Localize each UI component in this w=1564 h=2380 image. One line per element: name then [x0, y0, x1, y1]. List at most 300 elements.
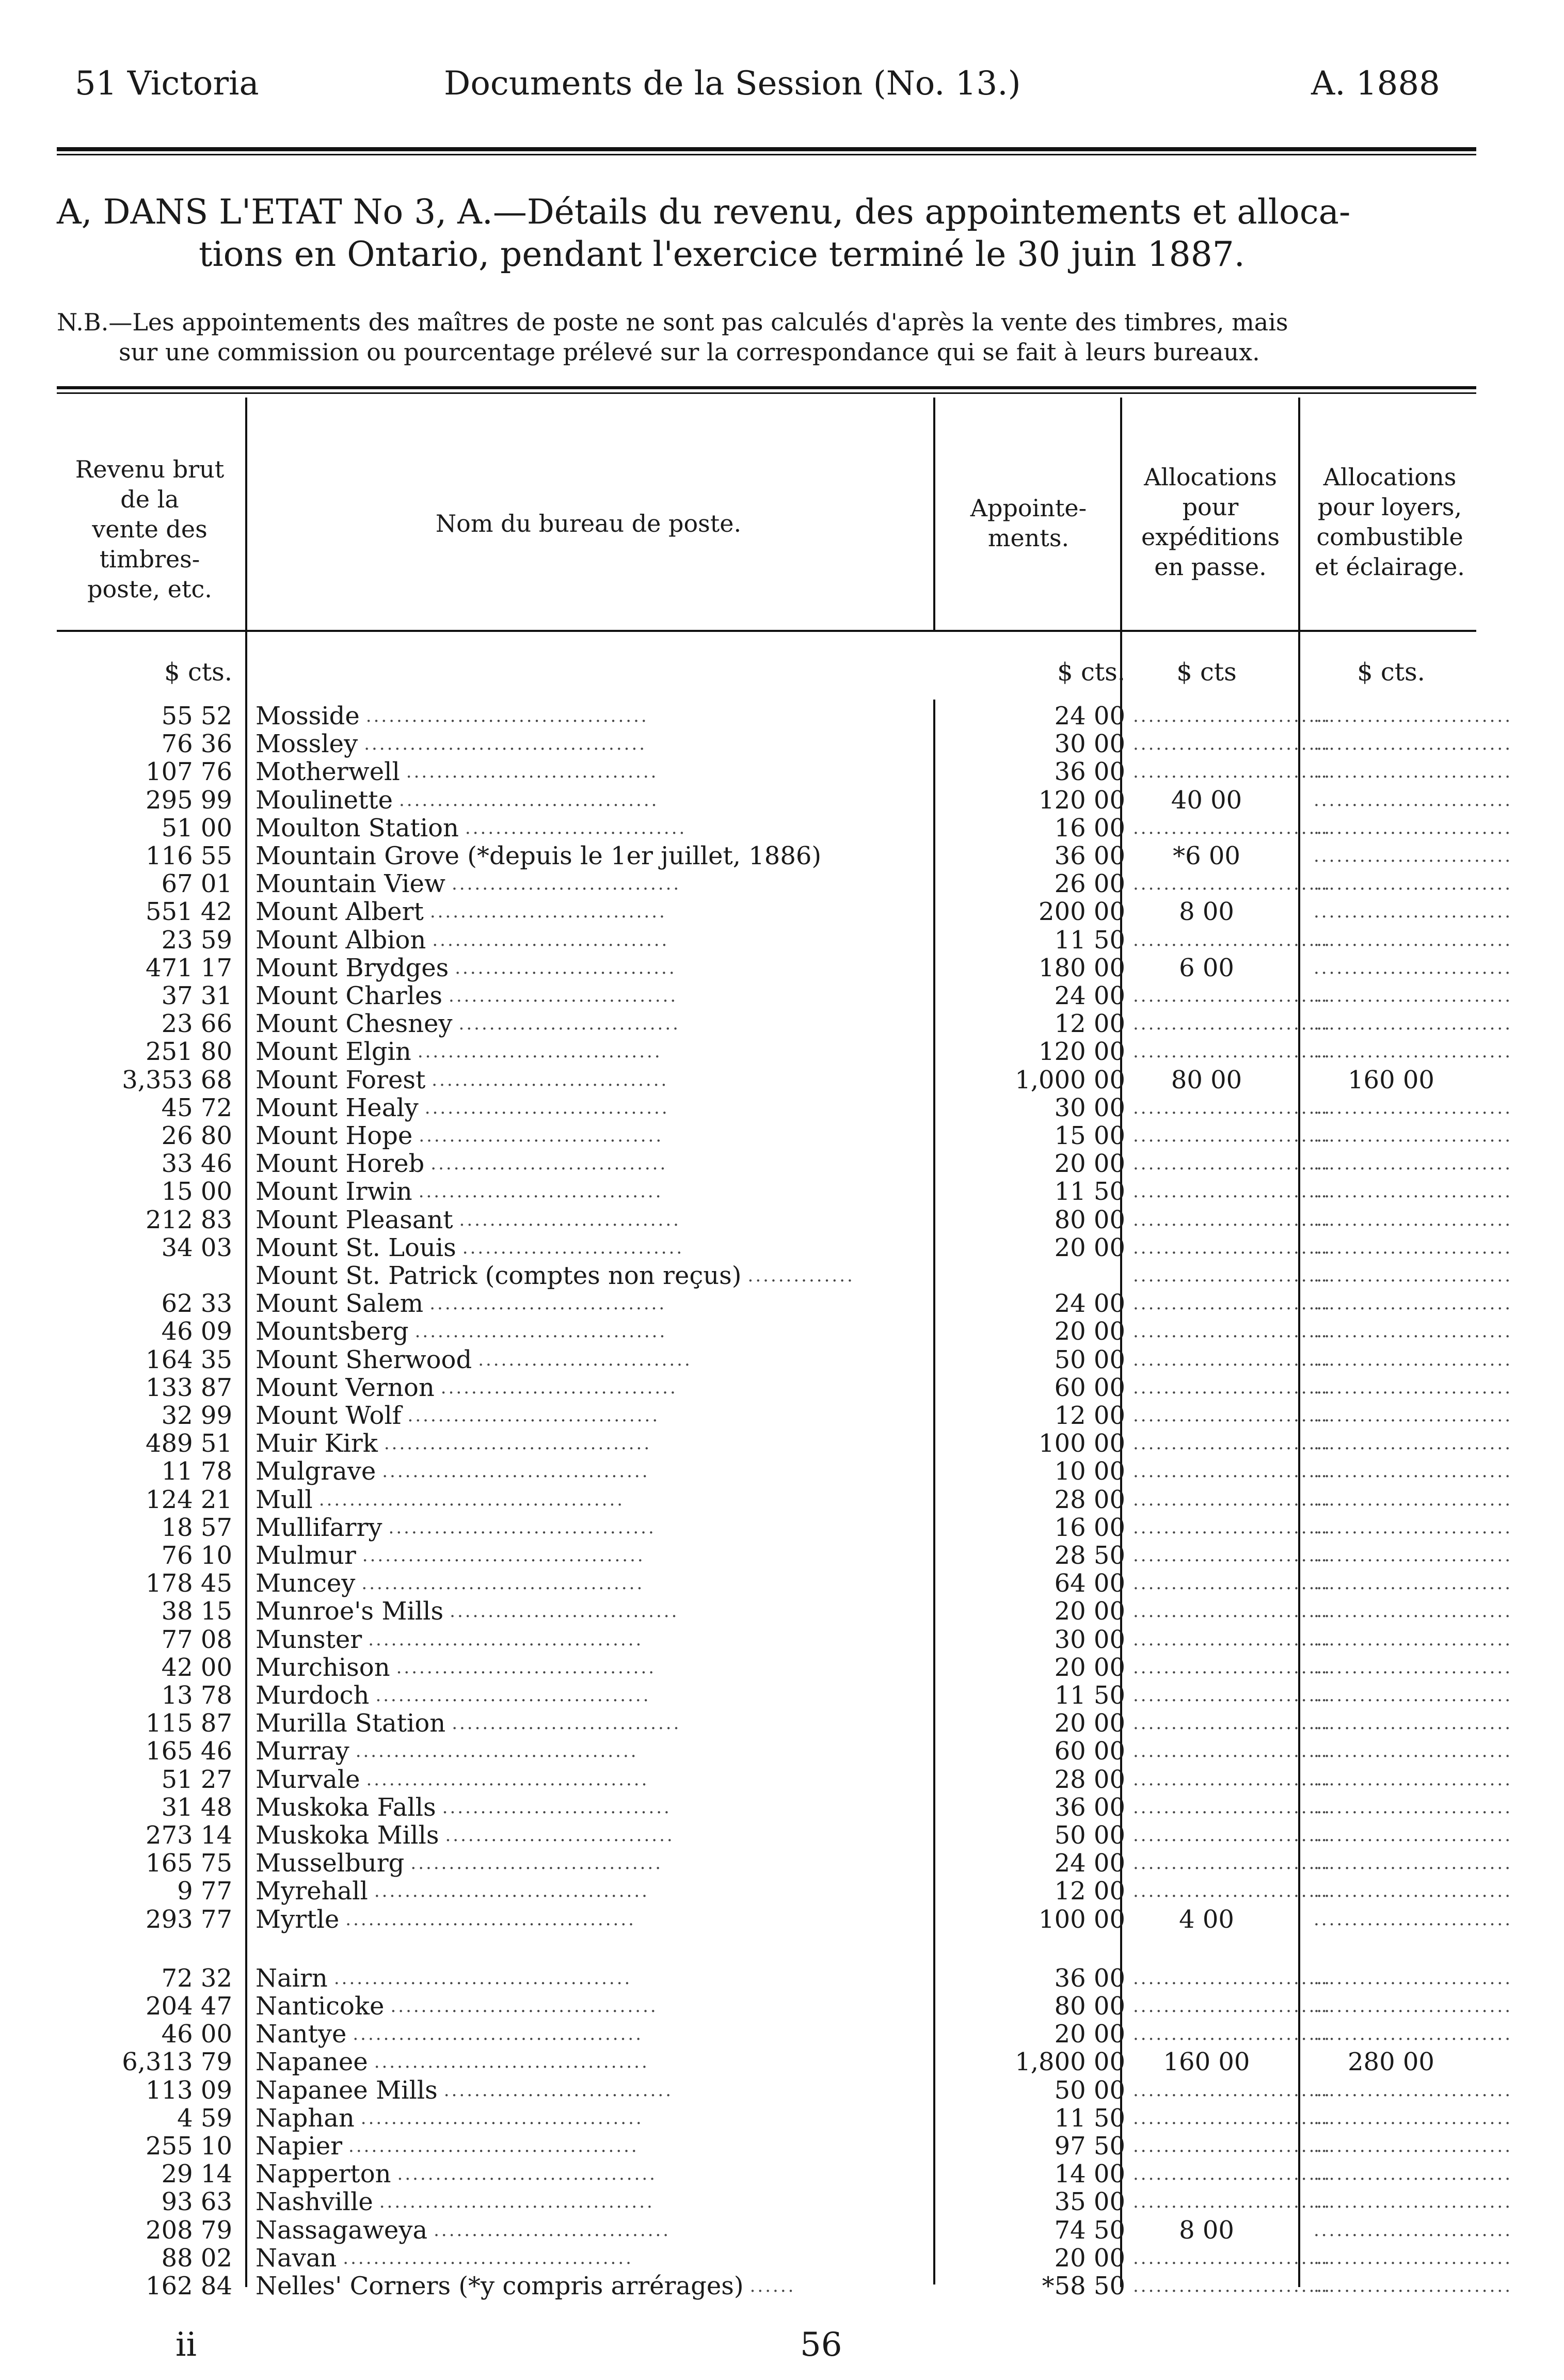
empty-cell-dots: ..........................	[1314, 1293, 1512, 1314]
appointments-cell: 64 00	[1054, 1569, 1125, 1598]
post-office-name: Mount Wolf	[256, 1401, 402, 1430]
table-row	[0, 1654, 1564, 1681]
leader-dots: .............................	[458, 1013, 680, 1035]
post-office-name: Napanee	[256, 2048, 368, 2077]
post-office-name: Mount Hope	[256, 1121, 413, 1150]
post-office-name: Muskoka Mills	[256, 1821, 439, 1850]
revenue-cell: 273 14	[146, 1821, 232, 1850]
post-office-name: Muncey	[256, 1569, 356, 1598]
leader-dots: ..............................	[450, 1601, 679, 1622]
revenue-cell: 251 80	[146, 1037, 232, 1067]
empty-cell-dots: ..........................	[1314, 1601, 1512, 1622]
table-row	[0, 1150, 1564, 1178]
appointments-cell: 80 00	[1054, 1205, 1125, 1234]
revenue-cell: 165 46	[146, 1737, 232, 1766]
empty-cell-dots: ..........................	[1314, 2219, 1512, 2241]
table-row	[0, 1038, 1564, 1066]
revenue-cell: 37 31	[161, 981, 232, 1010]
header-year: A. 1888	[1311, 65, 1440, 103]
leader-dots: .................................	[414, 1321, 667, 1342]
table-row	[0, 1430, 1564, 1457]
table-row	[0, 1178, 1564, 1205]
post-office-name: Nairn	[256, 1963, 328, 1993]
empty-cell-dots: ..........................	[1133, 1461, 1332, 1482]
empty-cell-dots: ..........................	[1133, 1517, 1332, 1538]
revenue-cell: 489 51	[146, 1429, 232, 1458]
col-header-loyers: Allocations pour loyers, combustible et éclairage.	[1315, 463, 1465, 581]
revenue-cell: 62 33	[161, 1289, 232, 1319]
empty-cell-dots: ..........................	[1314, 1013, 1512, 1035]
empty-cell-dots: ..........................	[1314, 817, 1512, 838]
expeditions-cell: 8 00	[1179, 2215, 1234, 2245]
leader-dots: ......................................	[343, 2247, 633, 2268]
empty-cell-dots: ..........................	[1133, 1825, 1332, 1846]
table-row	[0, 2272, 1564, 2300]
leader-dots: .............................	[462, 1237, 684, 1258]
revenue-cell: 115 87	[146, 1709, 232, 1738]
table-row	[0, 1122, 1564, 1150]
empty-cell-dots: ..........................	[1133, 1097, 1332, 1118]
post-office-name: Mount St. Patrick (comptes non reçus)	[256, 1261, 742, 1290]
post-office-name: Mount Horeb	[256, 1149, 425, 1179]
top-rule-thin	[57, 154, 1476, 155]
table-row	[0, 1821, 1564, 1849]
appointments-cell: 36 00	[1054, 1792, 1125, 1822]
empty-cell-dots: ..........................	[1314, 2107, 1512, 2129]
empty-cell-dots: ..........................	[1314, 1853, 1512, 1874]
revenue-cell: 45 72	[161, 1093, 232, 1122]
post-office-name: Munroe's Mills	[256, 1597, 444, 1626]
leader-dots: ..............................	[449, 986, 678, 1006]
empty-cell-dots: ..........................	[1314, 1181, 1512, 1202]
expeditions-cell: 160 00	[1163, 2048, 1250, 2077]
table-row	[0, 954, 1564, 982]
revenue-cell: 31 48	[161, 1792, 232, 1822]
empty-cell-dots: ..........................	[1314, 2024, 1512, 2045]
post-office-name: Murdoch	[256, 1681, 370, 1710]
empty-cell-dots: ..........................	[1314, 1489, 1512, 1510]
empty-cell-dots: ..........................	[1314, 1881, 1512, 1902]
leader-dots: ...................................	[382, 1461, 650, 1482]
appointments-cell: 15 00	[1054, 1121, 1125, 1150]
table-row	[0, 786, 1564, 814]
post-office-name: Nassagaweya	[256, 2215, 428, 2245]
empty-cell-dots: ..........................	[1314, 1909, 1512, 1930]
post-office-name: Mount Irwin	[256, 1177, 412, 1207]
empty-cell-dots: ..........................	[1314, 1797, 1512, 1818]
leader-dots: ....................................	[375, 1685, 651, 1706]
expeditions-cell: 4 00	[1179, 1905, 1234, 1934]
post-office-name: Napier	[256, 2132, 343, 2161]
header-title: Documents de la Session (No. 13.)	[444, 65, 1021, 103]
table-row	[0, 1542, 1564, 1569]
post-office-name: Murilla Station	[256, 1709, 446, 1738]
table-row	[0, 1206, 1564, 1234]
post-office-name: Moulinette	[256, 785, 393, 815]
empty-cell-dots: ..........................	[1133, 1741, 1332, 1762]
appointments-cell: 120 00	[1039, 785, 1125, 815]
revenue-cell: 72 32	[161, 1963, 232, 1993]
post-office-name: Mount Salem	[256, 1289, 424, 1319]
leader-dots: ..............................	[442, 1797, 672, 1818]
table-row	[0, 702, 1564, 730]
empty-cell-dots: ..........................	[1133, 706, 1332, 726]
appointments-cell: 24 00	[1054, 1849, 1125, 1878]
revenue-cell: 208 79	[146, 2215, 232, 2245]
col-header-revenue: Revenu brut de la vente des timbres- poste, etc.	[75, 455, 225, 603]
empty-cell-dots: ..........................	[1314, 1461, 1512, 1482]
post-office-name: Mount Elgin	[256, 1037, 411, 1067]
revenue-cell: 46 00	[161, 2020, 232, 2049]
table-row	[0, 2076, 1564, 2104]
empty-cell-dots: ..........................	[1314, 1657, 1512, 1678]
col-header-name: Nom du bureau de poste.	[435, 510, 742, 537]
post-office-name: Musselburg	[256, 1849, 405, 1878]
table-row	[0, 1234, 1564, 1262]
empty-cell-dots: ..........................	[1133, 2107, 1332, 2129]
leader-dots: ....................................	[379, 2192, 655, 2213]
table-row	[0, 1262, 1564, 1290]
post-office-name: Myrtle	[256, 1905, 340, 1934]
table-row	[0, 1906, 1564, 1933]
empty-cell-dots: ..........................	[1314, 1769, 1512, 1790]
leader-dots: ........................................	[318, 1489, 625, 1510]
empty-cell-dots: ..........................	[1133, 1237, 1332, 1258]
leader-dots: ...............................	[429, 1293, 667, 1314]
revenue-cell: 255 10	[146, 2132, 232, 2161]
empty-cell-dots: ..........................	[1133, 2164, 1332, 2185]
col-header-expeditions: Allocations pour expéditions en passe.	[1141, 463, 1280, 581]
empty-cell-dots: ..........................	[1133, 1601, 1332, 1622]
leader-dots: ....................................	[368, 1629, 644, 1650]
empty-cell-dots: ..........................	[1314, 2276, 1512, 2296]
post-office-name: Mosside	[256, 702, 360, 731]
leader-dots: ......	[749, 2276, 796, 2296]
empty-cell-dots: ..........................	[1314, 789, 1512, 811]
empty-cell-dots: ..........................	[1314, 1237, 1512, 1258]
revenue-cell: 26 80	[161, 1121, 232, 1150]
table-row	[0, 2104, 1564, 2132]
empty-cell-dots: ..........................	[1314, 1629, 1512, 1650]
empty-cell-dots: ..........................	[1314, 1041, 1512, 1062]
appointments-cell: 28 00	[1054, 1485, 1125, 1514]
revenue-cell: 4 59	[177, 2103, 232, 2133]
revenue-cell: 15 00	[161, 1177, 232, 1207]
appointments-cell: 80 00	[1054, 1992, 1125, 2021]
post-office-name: Muskoka Falls	[256, 1792, 436, 1822]
empty-cell-dots: ..........................	[1133, 1209, 1332, 1230]
leader-dots: ...............................	[429, 901, 667, 923]
leader-dots: ................................	[419, 1125, 664, 1146]
appointments-cell: 20 00	[1054, 1317, 1125, 1346]
leader-dots: .....................................	[361, 1573, 645, 1594]
post-office-name: Nanticoke	[256, 1992, 385, 2021]
leader-dots: ....................................	[374, 1881, 649, 1902]
appointments-cell: 120 00	[1039, 1037, 1125, 1067]
table-row	[0, 1681, 1564, 1709]
expeditions-cell: *6 00	[1173, 842, 1240, 870]
revenue-cell: 107 76	[146, 757, 232, 787]
statement-title-line2: tions en Ontario, pendant l'exercice terminé le 30 juin 1887.	[199, 234, 1245, 274]
empty-cell-dots: ..........................	[1314, 2080, 1512, 2101]
appointments-cell: 97 50	[1054, 2132, 1125, 2161]
expeditions-cell: 8 00	[1179, 897, 1234, 927]
appointments-cell: 60 00	[1054, 1737, 1125, 1766]
empty-cell-dots: ..........................	[1133, 1968, 1332, 1989]
leader-dots: ................................	[424, 1097, 669, 1118]
table-row	[0, 1010, 1564, 1038]
post-office-name: Mountain View	[256, 869, 445, 899]
appointments-cell: 12 00	[1054, 1009, 1125, 1039]
table-row	[0, 1066, 1564, 1094]
leader-dots: .....................................	[366, 1769, 649, 1790]
empty-cell-dots: ..........................	[1133, 2276, 1332, 2296]
empty-cell-dots: ..........................	[1133, 1321, 1332, 1342]
appointments-cell: 26 00	[1054, 869, 1125, 899]
empty-cell-dots: ..........................	[1133, 1797, 1332, 1818]
empty-cell-dots: ..........................	[1133, 1713, 1332, 1734]
units-row	[0, 658, 1564, 686]
empty-cell-dots: ..........................	[1314, 761, 1512, 783]
leader-dots: ......................................	[345, 1909, 636, 1930]
page-number: 56	[800, 2326, 842, 2364]
post-office-name: Mount Sherwood	[256, 1345, 472, 1374]
table-row	[0, 842, 1564, 870]
empty-cell-dots: ..........................	[1314, 1968, 1512, 1989]
appointments-cell: 14 00	[1054, 2160, 1125, 2189]
revenue-cell: 3,353 68	[122, 1065, 232, 1094]
empty-cell-dots: ..........................	[1133, 2247, 1332, 2268]
empty-cell-dots: ..........................	[1314, 1433, 1512, 1454]
leader-dots: ...................................	[384, 1433, 652, 1454]
appointments-cell: 100 00	[1039, 1905, 1125, 1934]
leader-dots: ................................	[417, 1041, 662, 1062]
leader-dots: ..............................	[451, 874, 681, 895]
table-row	[0, 1709, 1564, 1737]
table-row	[0, 1318, 1564, 1345]
empty-cell-dots: ..........................	[1314, 1573, 1512, 1594]
table-row	[0, 982, 1564, 1010]
empty-cell-dots: ..........................	[1133, 1349, 1332, 1370]
post-office-name: Mount Chesney	[256, 1009, 453, 1039]
leader-dots: ............................	[478, 1349, 692, 1370]
empty-cell-dots: ..........................	[1314, 734, 1512, 755]
leader-dots: ................................	[418, 1181, 663, 1202]
leader-dots: ..............................	[443, 2080, 674, 2101]
appointments-cell: 24 00	[1054, 1289, 1125, 1319]
table-row	[0, 2132, 1564, 2160]
appointments-cell: 24 00	[1054, 702, 1125, 731]
empty-cell-dots: ..........................	[1314, 929, 1512, 950]
footer-signature: ii	[175, 2326, 197, 2364]
post-office-name: Nelles' Corners (*y compris arrérages)	[256, 2272, 744, 2300]
empty-cell-dots: ..........................	[1314, 1377, 1512, 1398]
revenue-cell: 212 83	[146, 1205, 232, 1234]
empty-cell-dots: ..........................	[1133, 1881, 1332, 1902]
revenue-cell: 295 99	[146, 785, 232, 815]
appointments-cell: 11 50	[1054, 2103, 1125, 2133]
post-office-name: Mountsberg	[256, 1317, 409, 1346]
empty-cell-dots: ..........................	[1314, 1349, 1512, 1370]
appointments-cell: 20 00	[1054, 1653, 1125, 1682]
revenue-cell: 55 52	[161, 702, 232, 731]
empty-cell-dots: ..........................	[1133, 1377, 1332, 1398]
empty-cell-dots: ..........................	[1133, 1853, 1332, 1874]
appointments-cell: 50 00	[1054, 2075, 1125, 2105]
appointments-cell: 12 00	[1054, 1401, 1125, 1430]
unit-expeditions: $ cts	[1176, 658, 1237, 687]
post-office-name: Navan	[256, 2243, 337, 2273]
expeditions-cell: 80 00	[1171, 1065, 1242, 1094]
post-office-name: Naphan	[256, 2103, 355, 2133]
appointments-cell: 20 00	[1054, 1233, 1125, 1262]
loyers-cell: 160 00	[1348, 1065, 1434, 1094]
appointments-cell: 20 00	[1054, 1149, 1125, 1179]
table-row	[0, 2048, 1564, 2076]
appointments-cell: 30 00	[1054, 1093, 1125, 1122]
post-office-name: Muir Kirk	[256, 1429, 378, 1458]
table-row	[0, 1290, 1564, 1318]
col-header-appointments: Appointe- ments.	[970, 494, 1087, 552]
revenue-cell: 18 57	[161, 1513, 232, 1542]
leader-dots: ...............................	[430, 1153, 668, 1175]
empty-cell-dots: ..........................	[1314, 1097, 1512, 1118]
leader-dots: .....................................	[362, 1545, 645, 1566]
empty-cell-dots: ..........................	[1133, 761, 1332, 783]
table-row	[0, 2020, 1564, 2048]
leader-dots: ...............................	[432, 929, 669, 950]
post-office-name: Murray	[256, 1737, 349, 1766]
appointments-cell: 100 00	[1039, 1429, 1125, 1458]
leader-dots: ......................................	[353, 2024, 644, 2045]
empty-cell-dots: ..........................	[1314, 2164, 1512, 2185]
appointments-cell: 11 50	[1054, 1177, 1125, 1207]
table-row	[0, 1486, 1564, 1514]
empty-cell-dots: ..........................	[1314, 2192, 1512, 2213]
leader-dots: ...................................	[390, 1996, 658, 2017]
appointments-cell: 28 50	[1054, 1541, 1125, 1570]
revenue-cell: 67 01	[161, 869, 232, 899]
appointments-cell: 36 00	[1054, 842, 1125, 870]
table-row	[0, 730, 1564, 758]
empty-cell-dots: ..........................	[1133, 1769, 1332, 1790]
appointments-cell: 60 00	[1054, 1373, 1125, 1402]
revenue-cell: 471 17	[146, 953, 232, 982]
post-office-name: Nantye	[256, 2020, 347, 2049]
empty-cell-dots: ..........................	[1314, 1825, 1512, 1846]
leader-dots: .....................................	[355, 1741, 639, 1762]
post-office-name: Murvale	[256, 1765, 360, 1794]
table-row	[0, 2188, 1564, 2216]
appointments-cell: 30 00	[1054, 729, 1125, 759]
post-office-name: Napanee Mills	[256, 2075, 438, 2105]
empty-cell-dots: ..........................	[1133, 874, 1332, 895]
unit-revenue: $ cts.	[164, 658, 232, 687]
appointments-cell: 16 00	[1054, 813, 1125, 843]
leader-dots: ...............................	[440, 1377, 678, 1398]
table-row	[0, 870, 1564, 898]
empty-cell-dots: ..........................	[1133, 1293, 1332, 1314]
table-row	[0, 898, 1564, 926]
revenue-cell: 77 08	[161, 1625, 232, 1654]
loyers-cell: 280 00	[1348, 2048, 1434, 2077]
table-row	[0, 1849, 1564, 1877]
expeditions-cell: 40 00	[1171, 785, 1242, 815]
empty-cell-dots: ..........................	[1314, 846, 1512, 866]
table-row	[0, 1877, 1564, 1905]
post-office-name: Mount Forest	[256, 1065, 426, 1094]
revenue-cell: 51 27	[161, 1765, 232, 1794]
revenue-cell: 164 35	[146, 1345, 232, 1374]
empty-cell-dots: ..........................	[1133, 1545, 1332, 1566]
top-double-rule	[57, 147, 1476, 151]
appointments-cell: 11 50	[1054, 925, 1125, 955]
leader-dots: .............................	[465, 817, 687, 838]
revenue-cell: 29 14	[161, 2160, 232, 2189]
table-row	[0, 1766, 1564, 1794]
post-office-name: Mount Vernon	[256, 1373, 435, 1402]
empty-cell-dots: ..........................	[1314, 1741, 1512, 1762]
revenue-cell: 204 47	[146, 1992, 232, 2021]
empty-cell-dots: ..........................	[1133, 1153, 1332, 1175]
appointments-cell: 180 00	[1039, 953, 1125, 982]
leader-dots: ......................................	[348, 2136, 639, 2156]
revenue-cell: 124 21	[146, 1485, 232, 1514]
empty-cell-dots: ..........................	[1133, 1433, 1332, 1454]
table-row	[0, 1794, 1564, 1821]
expeditions-cell: 6 00	[1179, 953, 1234, 982]
empty-cell-dots: ..........................	[1133, 1405, 1332, 1426]
table-row	[0, 1094, 1564, 1122]
empty-cell-dots: ..........................	[1133, 1041, 1332, 1062]
empty-cell-dots: ..........................	[1133, 1265, 1332, 1286]
empty-cell-dots: ..........................	[1314, 986, 1512, 1006]
empty-cell-dots: ..........................	[1133, 1685, 1332, 1706]
revenue-cell: 38 15	[161, 1597, 232, 1626]
table-top-rule	[57, 386, 1476, 389]
table-row	[0, 2216, 1564, 2244]
table-row	[0, 1597, 1564, 1625]
revenue-cell: 34 03	[161, 1233, 232, 1262]
empty-cell-dots: ..........................	[1314, 706, 1512, 726]
appointments-cell: 16 00	[1054, 1513, 1125, 1542]
empty-cell-dots: ..........................	[1314, 1545, 1512, 1566]
post-office-name: Mount Albert	[256, 897, 424, 927]
post-office-name: Nashville	[256, 2187, 373, 2217]
leader-dots: ...................................	[388, 1517, 656, 1538]
header-volume: 51 Victoria	[75, 65, 259, 103]
post-office-name: Mull	[256, 1485, 313, 1514]
empty-cell-dots: ..........................	[1314, 1996, 1512, 2017]
table-row	[0, 926, 1564, 954]
leader-dots: ..............	[747, 1265, 855, 1286]
empty-cell-dots: ..........................	[1314, 1125, 1512, 1146]
table-row	[0, 1374, 1564, 1402]
leader-dots: ..................................	[398, 789, 659, 811]
empty-cell-dots: ..........................	[1314, 1209, 1512, 1230]
post-office-name: Moulton Station	[256, 813, 459, 843]
empty-cell-dots: ..........................	[1133, 2136, 1332, 2156]
leader-dots: .................................	[407, 1405, 660, 1426]
empty-cell-dots: ..........................	[1314, 957, 1512, 978]
revenue-cell: 23 66	[161, 1009, 232, 1039]
empty-cell-dots: ..........................	[1314, 1321, 1512, 1342]
empty-cell-dots: ..........................	[1133, 1573, 1332, 1594]
table-row	[0, 1569, 1564, 1597]
appointments-cell: 20 00	[1054, 1597, 1125, 1626]
revenue-cell: 13 78	[161, 1681, 232, 1710]
post-office-name: Mount Pleasant	[256, 1205, 453, 1234]
